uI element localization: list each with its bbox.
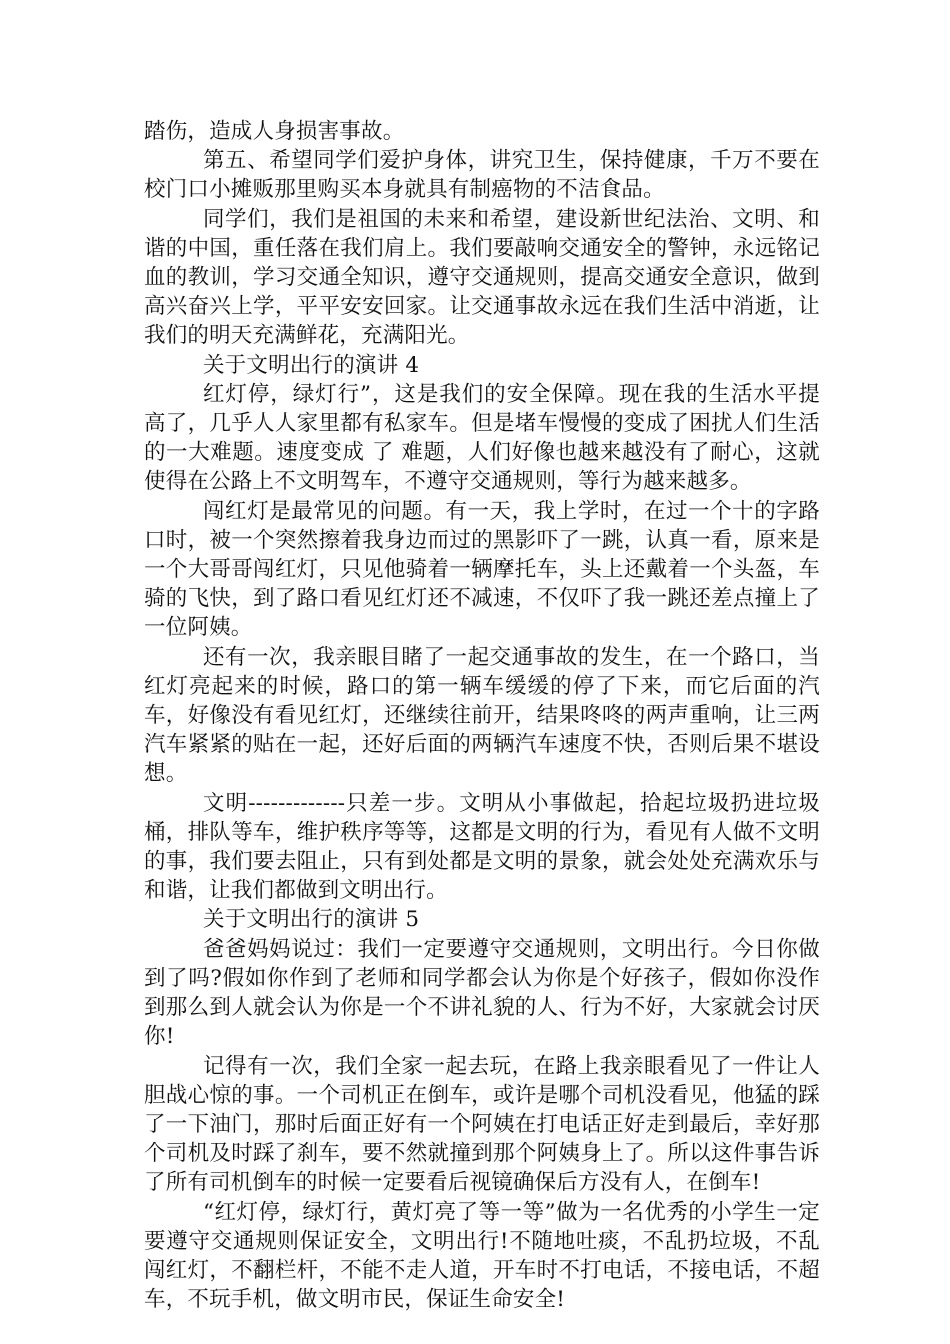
section-heading: 关于文明出行的演讲 5 xyxy=(203,907,420,933)
paragraph: 第五、希望同学们爱护身体，讲究卫生，保持健康，千万不要在校门口小摊贩那里购买本身就具有制癌物的不洁食品。 xyxy=(144,148,820,203)
paragraph: 踏伤，造成人身损害事故。 xyxy=(144,119,405,144)
paragraph: 记得有一次，我们全家一起去玩，在路上我亲眼看见了一件让人胆战心惊的事。一个司机正在倒车，或许是哪个司机没看见，他猛的踩了一下油门，那时后面正好有一个阿姨在打电话正好走到最后，幸好那个司机及时踩了刹车，要不然就撞到那个阿姨身上了。所以这件事告诉了所有司机倒车的时候一定要看后视镜确保后方没有人，在倒车! xyxy=(144,1053,820,1196)
paragraph: 闯红灯是最常见的问题。有一天，我上学时，在过一个十的字路口时，被一个突然擦着我身边而过的黑影吓了一跳，认真一看，原来是一个大哥哥闯红灯，只见他骑着一辆摩托车，头上还戴着一个头盔，车骑的飞快，到了路口看见红灯还不减速，不仅吓了我一跳还差点撞上了一位阿姨。 xyxy=(144,498,820,641)
paragraph: 红灯停，绿灯行”，这是我们的安全保障。现在我的生活水平提高了，几乎人人家里都有私家车。但是堵车慢慢的变成了困扰人们生活的一大难题。速度变成 了 难题，人们好像也越来越没有了耐心，这就使得在公路上不文明驾车，不遵守交通规则，等行为越来越多。 xyxy=(144,381,820,495)
paragraph: “红灯停，绿灯行，黄灯亮了等一等”做为一名优秀的小学生一定要遵守交通规则保证安全，文明出行!不随地吐痰，不乱扔垃圾，不乱闯红灯，不翻栏杆，不能不走人道，开车时不打电话，不接电话，不超车，不玩手机，做文明市民，保证生命安全! xyxy=(144,1199,820,1313)
section-heading: 关于文明出行的演讲 4 xyxy=(203,352,420,378)
paragraph: 还有一次，我亲眼目睹了一起交通事故的发生，在一个路口，当红灯亮起来的时候，路口的第一辆车缓缓的停了下来，而它后面的汽车，好像没有看见红灯，还继续往前开，结果咚咚的两声重响，让三两汽车紧紧的贴在一起，还好后面的两辆汽车速度不快，否则后果不堪设想。 xyxy=(144,644,820,787)
paragraph: 文明-------------只差一步。文明从小事做起，拾起垃圾扔进垃圾桶，排队等车，维护秩序等等，这都是文明的行为，看见有人做不文明的事，我们要去阻止，只有到处都是文明的景象，就会处处充满欢乐与和谐，让我们都做到文明出行。 xyxy=(144,790,820,904)
paragraph: 同学们，我们是祖国的未来和希望，建设新世纪法治、文明、和谐的中国，重任落在我们肩上。我们要敲响交通安全的警钟，永远铭记血的教训，学习交通全知识，遵守交通规则，提高交通安全意识，做到高兴奋兴上学，平平安安回家。让交通事故永远在我们生活中消逝，让我们的明天充满鲜花，充满阳光。 xyxy=(144,206,820,349)
document-body xyxy=(144,117,820,1314)
paragraph: 爸爸妈妈说过：我们一定要遵守交通规则，文明出行。今日你做到了吗?假如你作到了老师和同学都会认为你是个好孩子，假如你没作到那么到人就会认为你是一个不讲礼貌的人、行为不好，大家就会讨厌你! xyxy=(144,936,820,1050)
